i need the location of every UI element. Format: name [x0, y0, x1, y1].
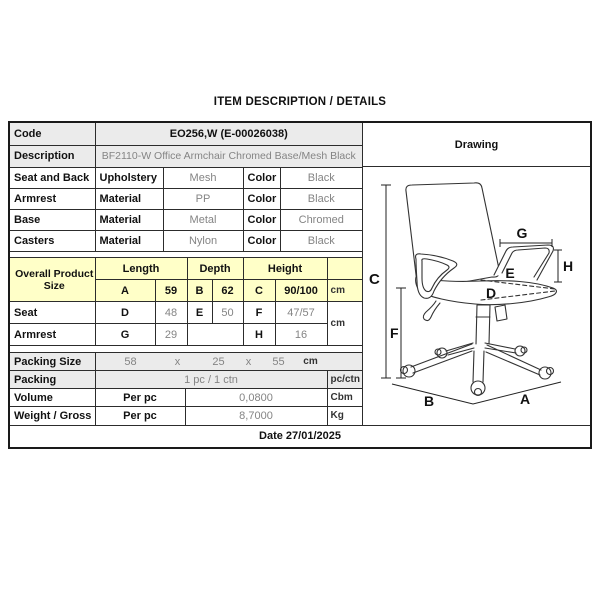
volume-value: 0,0800: [185, 389, 327, 407]
seat-height-key: F: [243, 302, 275, 324]
description-value: BF2110-W Office Armchair Chromed Base/Mesh Black: [95, 145, 362, 167]
overall-length-key: A: [95, 280, 155, 302]
armrest-size-row: [10, 324, 362, 346]
weight-row: [10, 407, 362, 425]
size-col-depth: Depth: [187, 258, 243, 280]
material-part: Casters: [10, 231, 95, 252]
packing-size-values: [95, 353, 362, 371]
dim-label-h: H: [563, 258, 574, 274]
material-color-label: Color: [243, 210, 280, 231]
material-color-value: Chromed: [280, 210, 362, 231]
overall-depth-key: B: [187, 280, 212, 302]
drawing-body: [363, 167, 590, 422]
material-prop: Upholstery: [95, 168, 163, 189]
volume-row: [10, 389, 362, 407]
packing-size-unit: cm: [303, 356, 318, 367]
code-description-table: [10, 123, 362, 168]
spec-table: [8, 121, 592, 449]
dim-label-a: A: [519, 391, 531, 407]
packing-times-2: x: [245, 355, 252, 368]
seat-depth-key: E: [187, 302, 212, 324]
size-col-unit-blank: [327, 258, 362, 280]
material-color-label: Color: [243, 231, 280, 252]
packing-value: 1 pc / 1 ctn: [95, 371, 327, 389]
dim-line-ab: [392, 382, 561, 404]
overall-height-key: C: [243, 280, 275, 302]
size-header-row: [10, 258, 362, 280]
packing-label: Packing: [10, 371, 95, 389]
volume-label: Volume: [10, 389, 95, 407]
packing-row: [10, 371, 362, 389]
size-col-height: Height: [243, 258, 327, 280]
armrest-length-value: 29: [155, 324, 187, 346]
packing-dim-1: 58: [124, 355, 137, 368]
material-row: [10, 168, 362, 189]
chair-gas-lift: [476, 305, 490, 344]
dim-line-h: [554, 250, 562, 282]
material-color-label: Color: [243, 168, 280, 189]
dim-label-g: G: [516, 225, 528, 241]
spec-left-section: [10, 123, 362, 425]
spec-main: [10, 123, 590, 425]
overall-length-value: 59: [155, 280, 187, 302]
packing-size-label: Packing Size: [10, 353, 95, 371]
material-color-label: Color: [243, 189, 280, 210]
material-row: [10, 231, 362, 252]
seat-armrest-unit: cm: [327, 302, 362, 346]
packing-times-1: x: [174, 355, 181, 368]
material-prop: Material: [95, 231, 163, 252]
volume-per: Per pc: [95, 389, 185, 407]
size-section-label: Overall Product Size: [10, 258, 95, 302]
packing-size-sequence: [96, 356, 363, 368]
seat-depth-value: 50: [212, 302, 243, 324]
dim-label-e: E: [505, 265, 515, 281]
dim-label-b: B: [423, 393, 435, 409]
overall-depth-value: 62: [212, 280, 243, 302]
caster-right: [539, 367, 551, 379]
dim-label-f: F: [390, 325, 399, 341]
material-part: Armrest: [10, 189, 95, 210]
material-value: Mesh: [163, 168, 243, 189]
dim-label-c: C: [369, 271, 380, 288]
material-color-value: Black: [280, 231, 362, 252]
chair-base-leg-front: [473, 351, 484, 382]
packing-unit: pc/ctn: [327, 371, 362, 389]
material-row: [10, 210, 362, 231]
weight-label: Weight / Gross: [10, 407, 95, 425]
date-row: Date 27/01/2025: [10, 425, 590, 447]
armrest-length-key: G: [95, 324, 155, 346]
size-col-length: Length: [95, 258, 187, 280]
seat-size-row: [10, 302, 362, 324]
packing-dim-2: 25: [212, 355, 225, 368]
material-value: Nylon: [163, 231, 243, 252]
weight-per: Per pc: [95, 407, 185, 425]
chair-underseat-flap: [495, 305, 507, 321]
weight-unit: Kg: [327, 407, 362, 425]
code-row: [10, 123, 362, 145]
materials-table: [10, 168, 362, 253]
dim-line-c: [381, 185, 391, 378]
packing-dim-3: 55: [272, 355, 285, 368]
drawing-column: [362, 123, 590, 425]
drawing-header: Drawing: [363, 123, 590, 167]
material-prop: Material: [95, 210, 163, 231]
armrest-height-value: 16: [275, 324, 327, 346]
code-value: EO256,W (E-00026038): [95, 123, 362, 145]
armrest-label: Armrest: [10, 324, 95, 346]
description-row: [10, 145, 362, 167]
seat-height-value: 47/57: [275, 302, 327, 324]
seat-label: Seat: [10, 302, 95, 324]
size-table: [10, 257, 362, 346]
material-row: [10, 189, 362, 210]
seat-length-value: 48: [155, 302, 187, 324]
material-part: Seat and Back: [10, 168, 95, 189]
seat-length-key: D: [95, 302, 155, 324]
material-part: Base: [10, 210, 95, 231]
material-prop: Material: [95, 189, 163, 210]
chair-tilt-lever: [423, 301, 440, 321]
dim-label-d: D: [485, 285, 497, 301]
weight-value: 8,7000: [185, 407, 327, 425]
chair-armrest-right: [494, 245, 553, 280]
packing-table: [10, 352, 362, 425]
chair-technical-drawing: [363, 167, 590, 422]
code-label: Code: [10, 123, 95, 145]
volume-unit: Cbm: [327, 389, 362, 407]
material-value: PP: [163, 189, 243, 210]
overall-unit: cm: [327, 280, 362, 302]
armrest-blank-cell: [187, 324, 243, 346]
material-color-value: Black: [280, 168, 362, 189]
caster-right-inner: [547, 368, 554, 375]
description-label: Description: [10, 145, 95, 167]
page-title: ITEM DESCRIPTION / DETAILS: [213, 96, 387, 108]
packing-size-row: [10, 353, 362, 371]
armrest-height-key: H: [243, 324, 275, 346]
overall-height-value: 90/100: [275, 280, 327, 302]
material-value: Metal: [163, 210, 243, 231]
material-color-value: Black: [280, 189, 362, 210]
